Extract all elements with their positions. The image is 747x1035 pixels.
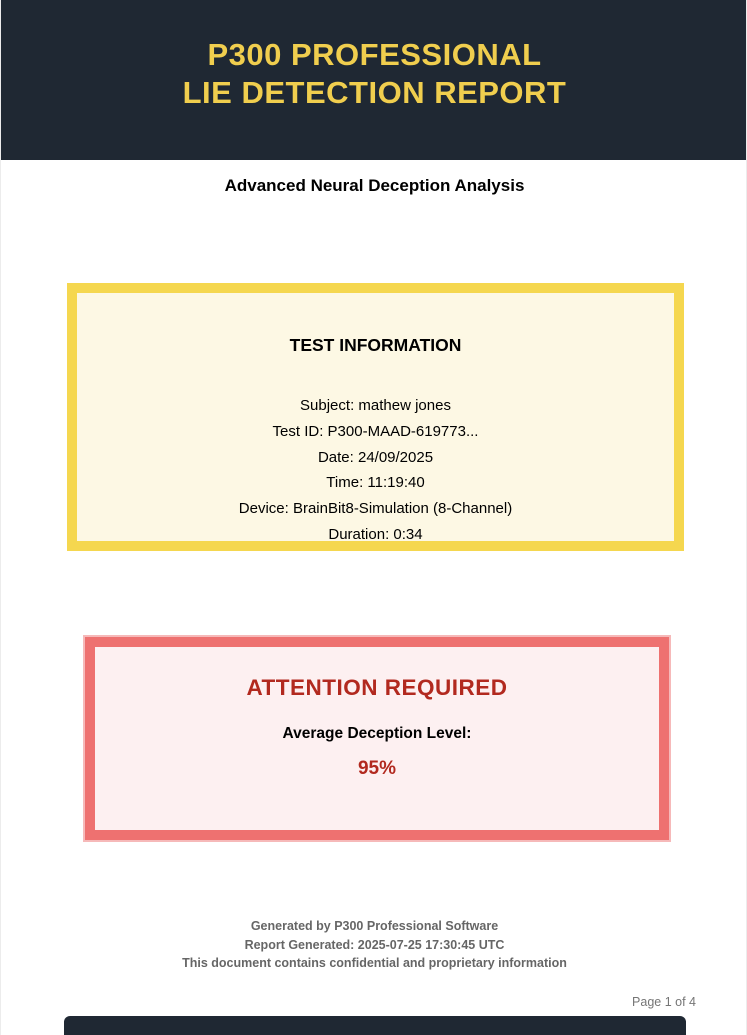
average-deception-level-value: 95%	[357, 758, 397, 779]
report-title-line-1: P300 PROFESSIONAL	[207, 37, 542, 72]
test-info-device: Device: BrainBit8-Simulation (8-Channel)	[238, 500, 513, 518]
footer-report-generated-timestamp: Report Generated: 2025-07-25 17:30:45 UTC	[244, 937, 505, 952]
test-info-date: Date: 24/09/2025	[317, 448, 434, 466]
test-info-duration: Duration: 0:34	[328, 525, 423, 543]
report-banner	[1, 0, 747, 160]
attention-required-box	[85, 637, 669, 840]
attention-required-heading: ATTENTION REQUIRED	[246, 675, 508, 700]
test-information-box	[67, 283, 684, 551]
test-information-heading: TEST INFORMATION	[289, 335, 462, 355]
test-info-test-id: Test ID: P300-MAAD-619773...	[272, 422, 479, 440]
footer-generated-by: Generated by P300 Professional Software	[250, 919, 499, 933]
test-info-time: Time: 11:19:40	[326, 474, 425, 492]
test-information-lines	[77, 393, 674, 548]
report-footer	[1, 917, 747, 973]
test-info-subject: Subject: mathew jones	[300, 397, 451, 414]
report-subtitle: Advanced Neural Deception Analysis	[224, 176, 525, 195]
page-number: Page 1 of 4	[632, 995, 696, 1009]
footer-confidentiality-notice: This document contains confidential and proprietary information	[182, 956, 567, 970]
report-title-line-2: LIE DETECTION REPORT	[182, 75, 567, 110]
average-deception-level-label: Average Deception Level:	[282, 725, 472, 742]
next-page-header-edge	[64, 1016, 686, 1035]
